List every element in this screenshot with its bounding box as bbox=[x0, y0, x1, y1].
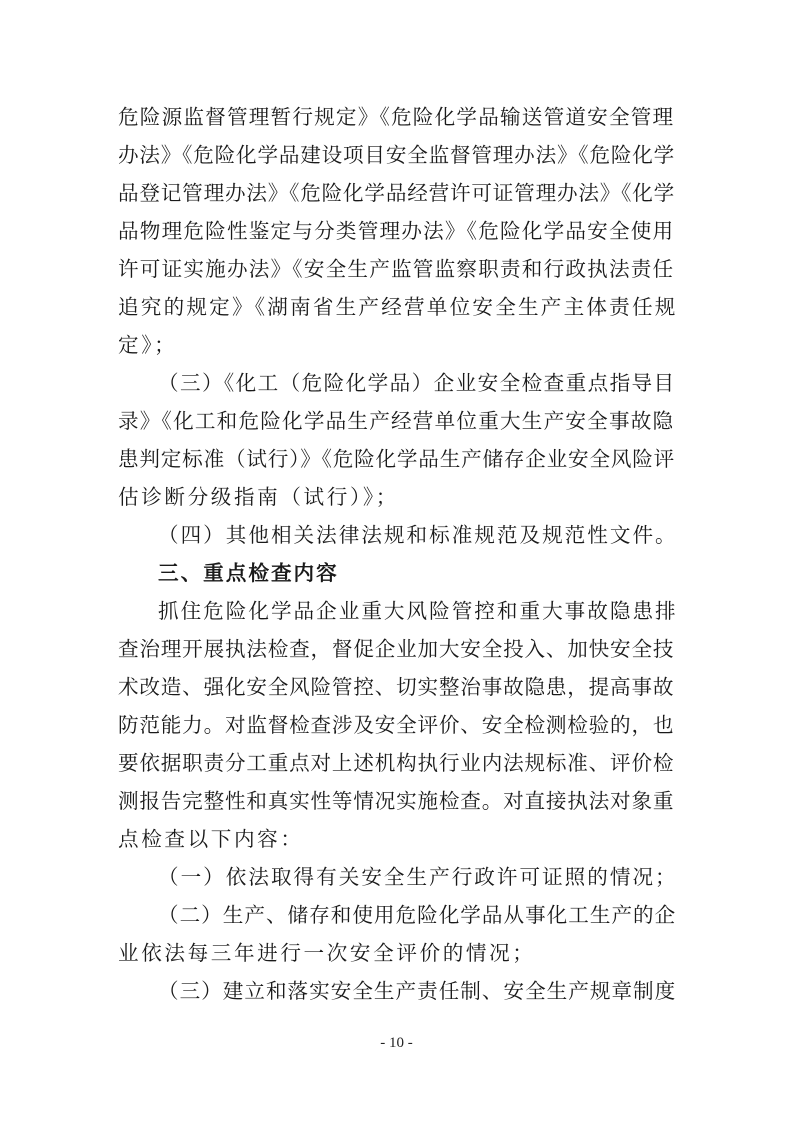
section-heading: 三、重点检查内容 bbox=[158, 561, 339, 585]
paragraph-first-line: 抓住危险化学品企业重大风险管控和重大事故隐患排 bbox=[158, 599, 678, 623]
body-text-line: 防范能力。对监督检查涉及安全评价、安全检测检验的，也 bbox=[118, 713, 675, 737]
page-number: - 10 - bbox=[380, 1035, 413, 1051]
body-text-line: 业依法每三年进行一次安全评价的情况； bbox=[118, 941, 536, 965]
list-item-4-line: （四）其他相关法律法规和标准规范及规范性文件。 bbox=[158, 523, 678, 547]
body-text-line: 估诊断分级指南（试行）》； bbox=[118, 485, 399, 509]
body-text-line: 要依据职责分工重点对上述机构执行业内法规标准、评价检 bbox=[118, 751, 675, 775]
list-item-2-line: （二）生产、储存和使用危险化学品从事化工生产的企 bbox=[158, 903, 677, 927]
body-text-line: 患判定标准（试行）》《危险化学品生产储存企业安全风险评 bbox=[118, 447, 676, 471]
body-text-line: 点检查以下内容： bbox=[118, 827, 304, 851]
body-text-line: 品登记管理办法》《危险化学品经营许可证管理办法》《化学 bbox=[118, 181, 676, 205]
body-text-line: 办法》《危险化学品建设项目安全监督管理办法》《危险化学 bbox=[118, 143, 676, 167]
body-text-line: 查治理开展执法检查，督促企业加大安全投入、加快安全技 bbox=[118, 637, 675, 661]
list-item-1-line: （一）依法取得有关安全生产行政许可证照的情况； bbox=[158, 865, 678, 889]
body-text-line: 许可证实施办法》《安全生产监管监察职责和行政执法责任 bbox=[118, 257, 675, 281]
body-text-line: 追究的规定》《湖南省生产经营单位安全生产主体责任规 bbox=[118, 295, 678, 319]
body-text-line: 术改造、强化安全风险管控、切实整治事故隐患，提高事故 bbox=[118, 675, 675, 699]
body-text-line: 品物理危险性鉴定与分类管理办法》《危险化学品安全使用 bbox=[118, 219, 675, 243]
list-item-3-line: （三）建立和落实安全生产责任制、安全生产规章制度 bbox=[158, 979, 677, 1003]
body-text-line: 定》； bbox=[118, 333, 178, 357]
body-text-line: 危险源监督管理暂行规定》《危险化学品输送管道安全管理 bbox=[118, 105, 675, 129]
body-text-line: 录》《化工和危险化学品生产经营单位重大生产安全事故隐 bbox=[118, 409, 675, 433]
list-item-3-line: （三）《化工（危险化学品）企业安全检查重点指导目 bbox=[158, 371, 676, 395]
body-text-line: 测报告完整性和真实性等情况实施检查。对直接执法对象重 bbox=[118, 789, 675, 813]
